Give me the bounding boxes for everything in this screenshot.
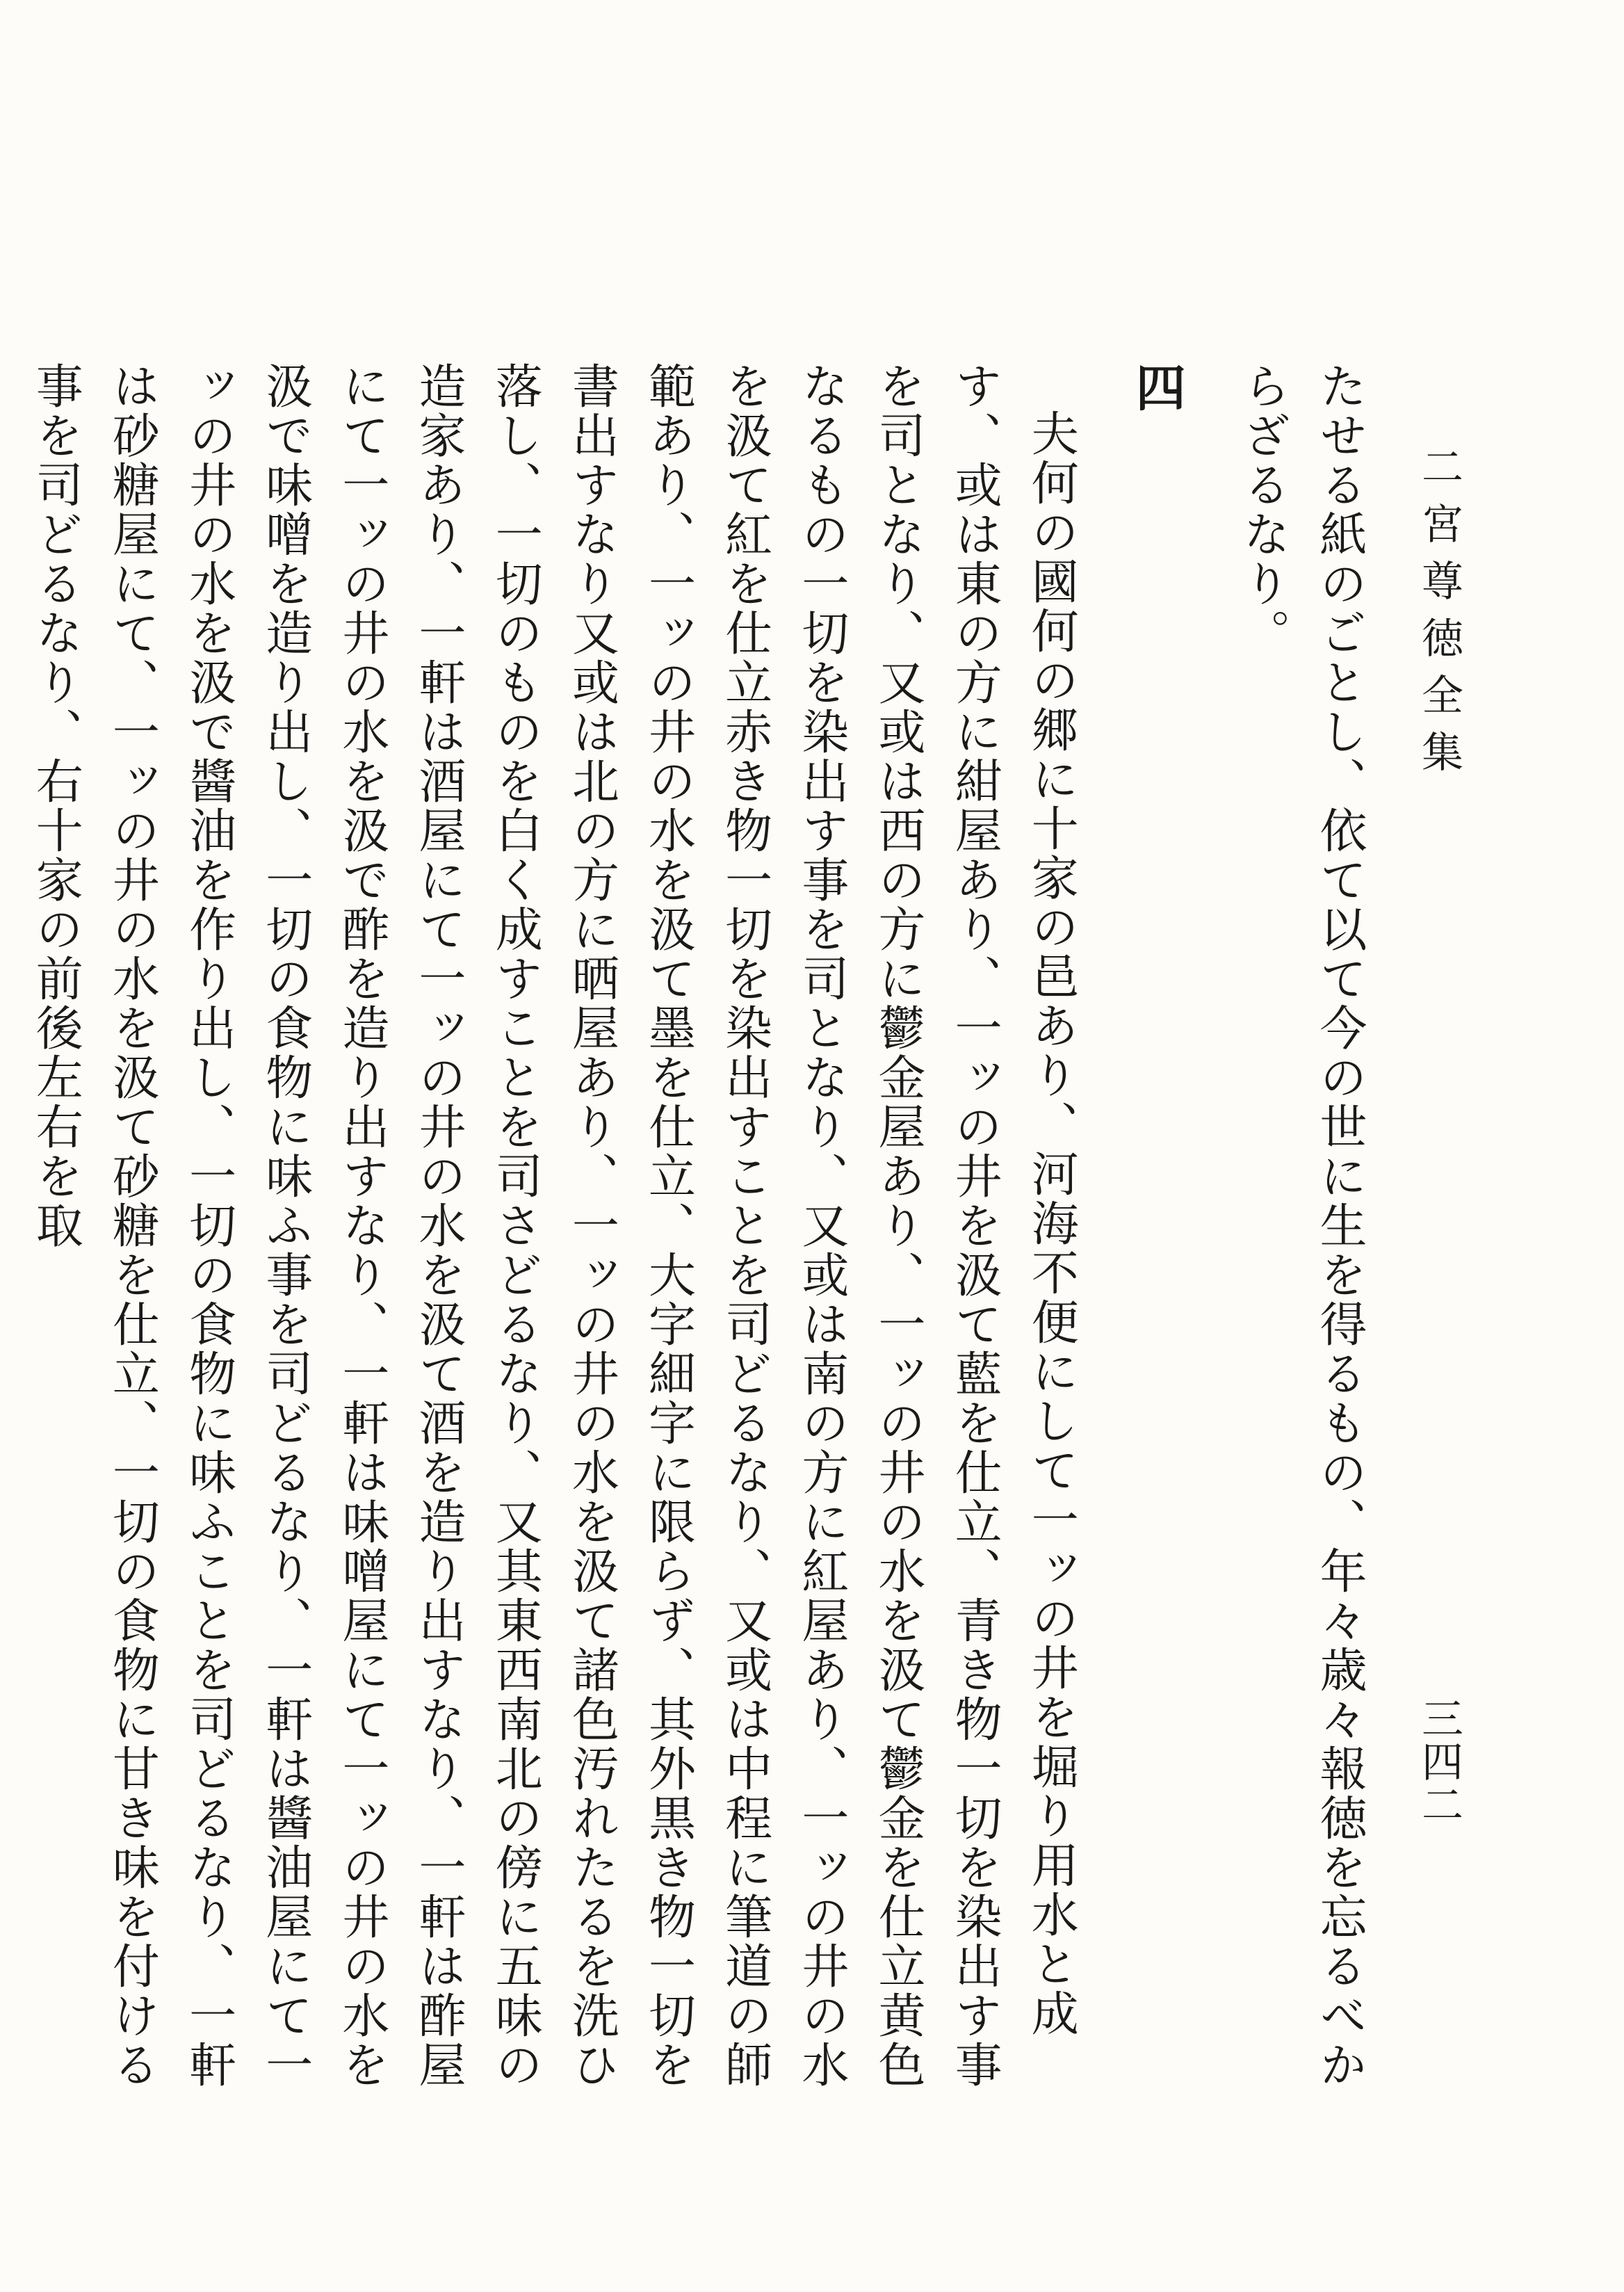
body-text bbox=[28, 362, 1377, 2128]
page-number: 三四二 bbox=[1415, 1697, 1463, 1826]
section-heading: 四 bbox=[1127, 362, 1187, 414]
running-header: 二宮尊徳全集 bbox=[1415, 445, 1463, 787]
main-paragraph: 夫何の國何の郷に十家の邑あり、河海不便にして一ッの井を堀り用水と成す、或は東の方に紺屋あり、一ッの井を汲て藍を仕立、青き物一切を染出す事を司となり、又或は西の方に鬱金屋あり、一ッの井の水を汲て鬱金を仕立黄色なるもの一切を染出す事を司となり、又或は南の方に紅屋あり、一ッの井の水を汲て紅を仕立赤き物一切を染出すことを司どるなり、又或は中程に筆道の師範あり、一ッの井の水を汲て墨を仕立、大字細字に限らず、其外黒き物一切を書出すなり又或は北の方に晒屋あり、一ッの井の水を汲て諸色汚れたるを洗ひ落し、一切のものを白く成すことを司さどるなり、又其東西南北の傍に五味の造家あり、一軒は酒屋にて一ッの井の水を汲て酒を造り出すなり、一軒は酢屋にて一ッの井の水を汲で酢を造り出すなり、一軒は味噌屋にて一ッの井の水を汲で味噌を造り出し、一切の食物に味ふ事を司どるなり、一軒は醬油屋にて一ッの井の水を汲で醬油を作り出し、一切の食物に味ふことを司どるなり、一軒は砂糖屋にて、一ッの井の水を汲て砂糖を仕立、一切の食物に甘き味を付ける事を司どるなり、右十家の前後左右を取 bbox=[28, 362, 1079, 2090]
carryover-paragraph: たせる紙のごとし、依て以て今の世に生を得るもの、年々歳々報徳を忘るべからざるなり。 bbox=[1235, 362, 1367, 2090]
